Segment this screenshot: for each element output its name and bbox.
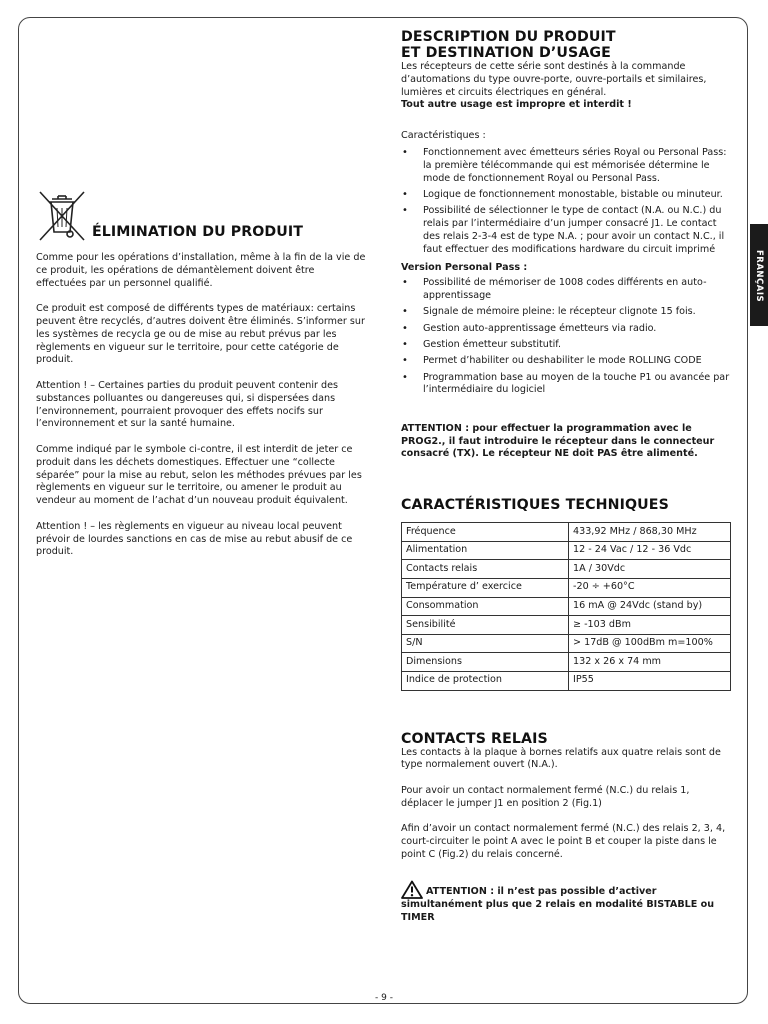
elimination-section [36,190,366,559]
relays-warning-line2: simultanément plus que 2 relais en modalité BISTABLE ou TIMER [401,898,715,923]
table-row [402,597,731,616]
specs-title: CARACTÉRISTIQUES TECHNIQUES [401,497,669,514]
specs-table [401,522,731,690]
table-row [402,616,731,635]
spec-label: Contacts relais [402,560,569,579]
spec-label: Consommation [402,597,569,616]
page-number: - 9 - [375,993,393,1003]
list-item: • Permet d’habiliter ou deshabiliter le mode ROLLING CODE [401,355,731,368]
personal-pass-label: Version Personal Pass : [401,262,528,274]
language-side-tab [750,224,768,326]
list-item: • Gestion auto-apprentissage émetteurs via radio. [401,323,731,336]
spec-label: Température d’ exercice [402,579,569,598]
relays-paragraph-2: Pour avoir un contact normalement fermé (N.C.) du relais 1, déplacer le jumper J1 en position 2 (Fig.1) [401,785,690,809]
table-row [402,560,731,579]
features-list [401,147,731,257]
spec-value: 433,92 MHz / 868,30 MHz [569,523,731,542]
list-item: • Logique de fonctionnement monostable, bistable ou minuteur. [401,189,731,202]
spec-label: Sensibilité [402,616,569,635]
crossed-out-wheelie-bin-icon [36,190,88,242]
spec-value: 132 x 26 x 74 mm [569,653,731,672]
relays-warning [401,880,731,899]
list-item: • Gestion émetteur substitutif. [401,339,731,352]
elimination-header [36,190,366,242]
programming-attention: ATTENTION : pour effectuer la programmation avec le PROG2., il faut introduire le récepteur dans le connecteur consacré (TX). Le récepteur NE doit PAS être alimenté. [401,422,715,460]
elimination-paragraph-3: Attention ! – Certaines parties du produit peuvent contenir des substances polluantes ou dangereuses qui, si dispersées dans l’environnement, pourraient provoquer des effets nocifs sur l’environnement et sur la santé humaine. [36,379,338,430]
spec-value: -20 ÷ +60°C [569,579,731,598]
table-row [402,579,731,598]
description-intro-bold: Tout autre usage est impropre et interdit ! [401,99,632,111]
spec-label: Fréquence [402,523,569,542]
list-item: • Signale de mémoire pleine: le récepteur clignote 15 fois. [401,306,731,319]
language-tab-label: FRANÇAIS [754,250,764,303]
relays-title: CONTACTS RELAIS [401,730,548,747]
spec-value: 1A / 30Vdc [569,560,731,579]
features-label: Caractéristiques : [401,130,486,142]
spec-label: Alimentation [402,541,569,560]
description-intro: Les récepteurs de cette série sont destinés à la commande d’automations du type ouvre-porte, ouvre-portails et similaires, lumières et circuits électriques en général. [401,61,707,98]
elimination-paragraph-2: Ce produit est composé de différents types de matériaux: certains peuvent être recyclés, d’autres doivent être éliminés. S’informer sur les systèmes de recycla ge ou de mise au rebut prévus par les règlements en vigueur sur le territoire, pour cette catégorie de produit. [36,303,365,366]
table-row [402,653,731,672]
spec-label: Indice de protection [402,672,569,691]
elimination-paragraph-5: Attention ! – les règlements en vigueur au niveau local peuvent prévoir de lourdes sanctions en cas de mise au rebut abusif de ce produit. [36,520,353,558]
table-row [402,672,731,691]
relays-paragraph-3: Afin d’avoir un contact normalement fermé (N.C.) des relais 2, 3, 4, court-circuiter le point A avec le point B et couper la piste dans le point C (Fig.2) du relais concerné. [401,823,726,860]
spec-value: 12 - 24 Vac / 12 - 36 Vdc [569,541,731,560]
right-column [401,29,731,924]
list-item: • Fonctionnement avec émetteurs séries Royal ou Personal Pass: la première télécommande qui est mémorisée détermine le mode de fonctionnement Royal ou Personal Pass. [401,147,731,185]
table-row [402,541,731,560]
description-title-line1: DESCRIPTION DU PRODUIT [401,29,616,45]
relays-paragraph-1: Les contacts à la plaque à bornes relatifs aux quatre relais sont de type normalement ouvert (N.A.). [401,746,721,771]
relays-warning-line1: ATTENTION : il n’est pas possible d’activer [426,885,657,897]
list-item: • Possibilité de sélectionner le type de contact (N.A. ou N.C.) du relais par l’intermédiaire d’un jumper consacré J1. Le contact des relais 2-3-4 est de type N.A. ; pour avoir un contact N.C., il faut effectuer des modifications hardware du circuit imprimé [401,205,731,256]
elimination-paragraph-1: Comme pour les opérations d’installation, même à la fin de la vie de ce produit, les opérations de démantèlement doivent être effectuées par un personnel qualifié. [36,252,366,289]
list-item: • Possibilité de mémoriser de 1008 codes différents en auto-apprentissage [401,277,731,303]
spec-value: IP55 [569,672,731,691]
spec-value: ≥ -103 dBm [569,616,731,635]
spec-label: S/N [402,634,569,653]
spec-value: > 17dB @ 100dBm m=100% [569,634,731,653]
warning-triangle-icon [401,880,423,899]
table-row [402,523,731,542]
personal-pass-list [401,277,731,397]
spec-label: Dimensions [402,653,569,672]
description-title-line2: ET DESTINATION D’USAGE [401,45,611,61]
spec-value: 16 mA @ 24Vdc (stand by) [569,597,731,616]
list-item: • Programmation base au moyen de la touche P1 ou avancée par l’intermédiaire du logiciel [401,372,731,398]
elimination-title: ÉLIMINATION DU PRODUIT [92,224,304,240]
table-row [402,634,731,653]
elimination-paragraph-4: Comme indiqué par le symbole ci-contre, il est interdit de jeter ce produit dans les déchets domestiques. Effectuer une “collecte séparée” pour la mise au rebut, selon les méthodes prévues par les règlements en vigueur sur le territoire, ou amener le produit au vendeur au moment de l’achat d’un nouveau produit équivalent. [36,443,362,507]
